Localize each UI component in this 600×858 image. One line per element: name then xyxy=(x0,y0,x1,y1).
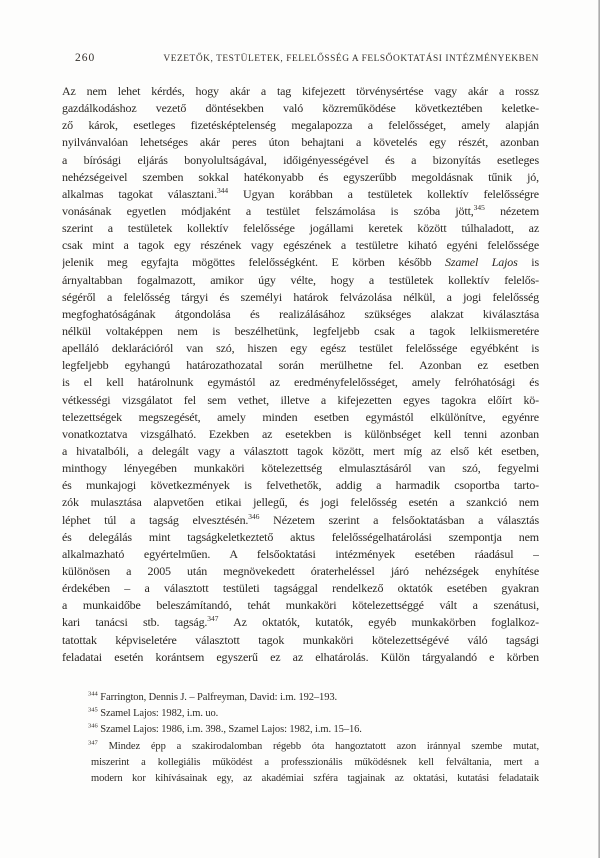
footnote-line xyxy=(88,690,539,706)
body-line xyxy=(62,477,539,494)
body-line xyxy=(62,340,539,357)
body-line-text: is xyxy=(517,255,539,270)
body-line xyxy=(62,357,539,374)
body-line-text: Ugyan korábban a testületek kollektív felelősségre xyxy=(228,186,539,201)
footnote-ref: 347 xyxy=(207,614,219,624)
body-line xyxy=(62,460,539,477)
body-line-text: érdekében – a választott testületi tagsággal rendelkező oktatók esetében gyakran xyxy=(62,581,539,596)
body-line-text: feladatai esetén korántsem egyszerű ez az elhatárolás. Külön tárgyalandó e körben xyxy=(62,649,539,664)
body-line xyxy=(62,614,539,631)
body-line-text: is el kell határolnunk egymástól az eredményfelelősséget, amely felróhatósági és xyxy=(62,375,539,390)
body-line xyxy=(62,289,539,306)
body-line-text: minthogy lényegében munkaköri kötelezettség elmulasztásáról van szó, fegyelmi xyxy=(62,461,539,476)
body-line-text: zók mulasztása alapvetően etikai jellegű, és jogi felelősség esetén a szankció nem xyxy=(62,495,539,510)
body-line-text: megfoghatóságának átgondolása és realizálásához szükséges alakzat kiválasztása xyxy=(62,306,539,321)
body-line-text: ségéről a felelősség tárgyi és személyi határok felvázolása nélkül, a jogi felelősség xyxy=(62,289,539,304)
body-line xyxy=(62,597,539,614)
body-text xyxy=(62,83,539,666)
body-line xyxy=(62,512,539,529)
body-line-text: ző károk, esetleges fizetésképtelenség megalapozza a felelősséget, amely alapján xyxy=(62,118,539,133)
footnote-ref: 346 xyxy=(248,511,260,521)
body-line-text: és munkajogi következmények is felvethetők, addig a harmadik csoportba tarto- xyxy=(62,478,539,493)
body-line-text: alkalmazható egyértelműen. A felsőoktatási intézmények esetében ráadásul – xyxy=(62,546,539,561)
page-number: 260 xyxy=(75,52,96,64)
body-line-text: a bírósági eljárás bonyolultságával, időigényességével és a bizonyítás esetleges xyxy=(62,152,539,167)
footnote-line xyxy=(88,722,539,738)
body-line xyxy=(62,169,539,186)
body-line-text: Az nem lehet kérdés, hogy akár a tag kifejezett törvénysértése vagy akár a rossz xyxy=(62,84,539,98)
footnote-text: miszerint a kollegiális működést a professzionális működésnek kell felváltania, mert a xyxy=(91,756,539,768)
footnote-line xyxy=(91,755,539,771)
footnotes-block xyxy=(62,690,539,788)
running-header xyxy=(62,52,539,66)
body-line xyxy=(62,494,539,511)
body-line-text: árnyaltabban fogalmazott, amikor úgy vélte, hogy a testületek kollektív felelős- xyxy=(62,272,539,287)
body-line-text: nyilvánvalóan lehetséges akár peres úton behajtani a követelés egy részét, azonban xyxy=(62,135,539,150)
body-line xyxy=(62,426,539,443)
body-line xyxy=(62,374,539,391)
body-line-text: vétkességi vizsgálatot fel sem vethet, illetve a kifejezetten egyes tagokra előírt kö- xyxy=(62,392,539,407)
body-line-text: vonásának egyetlen módjaként a testület felszámolása is szóba jött, xyxy=(62,203,474,218)
body-line-text: csak mint a tagok egy részének vagy egészének a testületre kiható egyéni felelőssége xyxy=(62,238,539,253)
footnote-number: 345 xyxy=(88,706,98,714)
footnote-text: modern kor kihívásainak egy, az akadémiai szféra tagjainak az oktatási, kutatási feladataik xyxy=(91,773,539,785)
body-line-text: léphet túl a tagság elvesztésén. xyxy=(62,512,249,527)
body-line-text: nélkül voltaképpen nem is beszélhetünk, legfeljebb csak a tagok lelkiismeretére xyxy=(62,323,539,338)
footnote-text: Szamel Lajos: 1982, i.m. uo. xyxy=(97,708,219,720)
italic-name: Szamel Lajos xyxy=(445,255,518,270)
body-line xyxy=(62,392,539,409)
footnote-text: Mindez épp a szakirodalomban régebb óta hangoztatott azon iránnyal szembe mutat, xyxy=(97,740,539,752)
body-line xyxy=(62,117,539,134)
body-line xyxy=(62,632,539,649)
body-line xyxy=(62,152,539,169)
body-line xyxy=(62,443,539,460)
body-line-text: legfeljebb egyhangú határozathozatal során merülhetne fel. Azonban ez esetben xyxy=(62,358,539,373)
body-line xyxy=(62,237,539,254)
body-line xyxy=(62,546,539,563)
body-line-text: szerint a testületek kollektív felelőssége jogállami keretek között túlhaladott, az xyxy=(62,221,539,236)
footnote-text: Szamel Lajos: 1986, i.m. 398., Szamel Lajos: 1982, i.m. 15–16. xyxy=(97,724,362,736)
body-line xyxy=(62,83,539,100)
footnote-line xyxy=(88,739,539,755)
body-line xyxy=(62,529,539,546)
footnote-text: Farrington, Dennis J. – Palfreyman, David: i.m. 192–193. xyxy=(97,691,338,703)
body-line-text: alkalmas tagokat választani. xyxy=(62,186,217,201)
body-line-text: Az oktatók, kutatók, egyéb munkakörben foglalkoz- xyxy=(218,615,539,630)
body-line-text: különösen a 2005 után megnövekedett óraterheléssel járó nehézségek enyhítése xyxy=(62,563,539,578)
body-line-text: a hivatalbóli, a delegált vagy a választott tagok között, mert míg az első két esetben, xyxy=(62,443,539,458)
footnote-number: 344 xyxy=(88,690,98,698)
body-line-text: nehézségeivel szemben sokkal hatékonyabb és egyszerűbb megoldásnak tűnik jó, xyxy=(62,169,539,184)
footnote-line xyxy=(88,706,539,722)
body-line-text: vonatkoztatva vizsgálható. Ezekben az esetekben is különbséget kell tenni azonban xyxy=(62,426,539,441)
body-line-text: Nézetem szerint a felsőoktatásban a választás xyxy=(259,512,539,527)
body-line-text: apelláló deklarációról van szó, hiszen egy egész testület felelőssége egyébként is xyxy=(62,341,539,356)
body-line-text: jelenik meg egyfajta mögöttes felelősségként. E körben később xyxy=(62,255,446,270)
body-line-text: tatottak képviseletére választott tagok munkaköri kötelezettségévé váló tagsági xyxy=(62,632,539,647)
footnote-ref: 345 xyxy=(473,202,485,212)
footnote-line xyxy=(91,771,539,787)
body-line xyxy=(62,563,539,580)
body-line xyxy=(62,220,539,237)
body-line-text: és delegálás mint tagságkeletkeztető aktus felelősségelhatárolási szempontja nem xyxy=(62,529,539,544)
body-line xyxy=(62,323,539,340)
body-line-text: kari tanácsi stb. tagság. xyxy=(62,615,208,630)
body-line xyxy=(62,649,539,666)
body-line xyxy=(62,409,539,426)
body-line xyxy=(62,272,539,289)
body-line-text: a munkaidőbe beleszámítandó, tehát munkaköri kötelezettséggé vált a szenátusi, xyxy=(62,598,539,613)
body-line-text: nézetem xyxy=(484,203,539,218)
body-line xyxy=(62,203,539,220)
body-line-text: gazdálkodáshoz vezető döntésekben való közreműködése következtében keletke- xyxy=(62,101,539,116)
body-line xyxy=(62,306,539,323)
body-line xyxy=(62,580,539,597)
body-line xyxy=(62,134,539,151)
body-line xyxy=(62,100,539,117)
body-line xyxy=(62,254,539,271)
footnote-ref: 344 xyxy=(216,185,229,195)
body-line xyxy=(62,186,539,203)
footnote-number: 346 xyxy=(88,722,98,730)
body-line-text: telezettségek megszegését, amely minden esetben egymástól elkülönítve, egyénre xyxy=(62,409,539,424)
footnote-number: 347 xyxy=(88,739,98,747)
running-title: VEZETŐK, TESTÜLETEK, FELELŐSSÉG A FELSŐOKTATÁSI INTÉZMÉNYEKBEN xyxy=(163,54,539,64)
